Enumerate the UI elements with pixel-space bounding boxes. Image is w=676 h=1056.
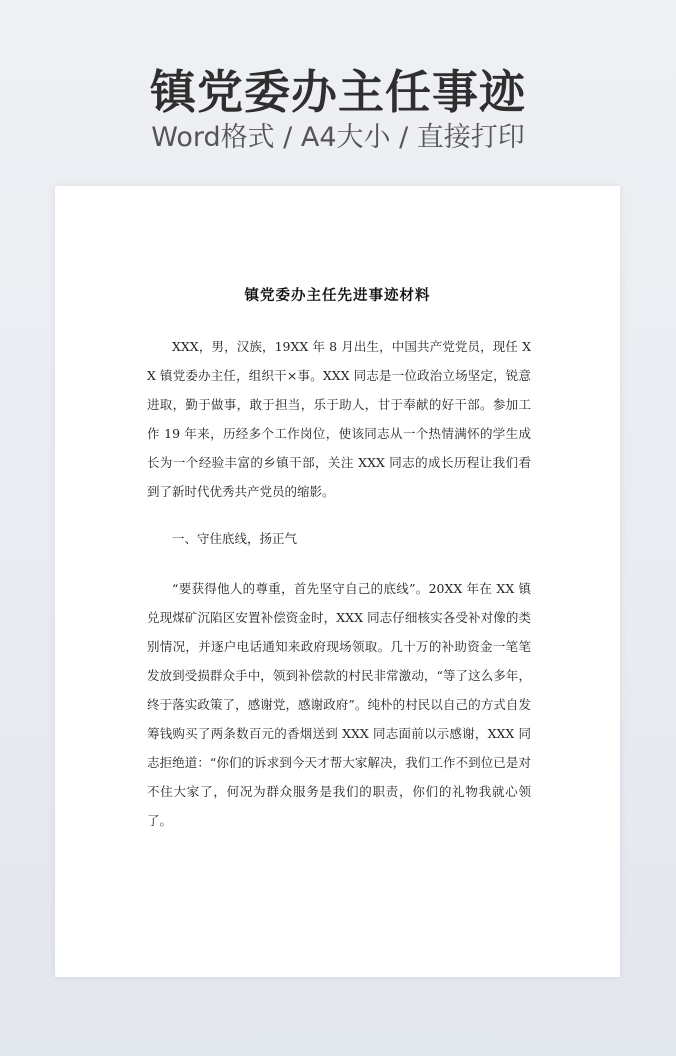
section-paragraph: “要获得他人的尊重，首先坚守自己的底线”。20XX 年在 XX 镇兑现煤矿沉陷区安置补偿资金时，XXX 同志仔细核实各受补对像的类别情况，并逐户电话通知来政府现场领取。几十万的补助资金一笔笔发放到受损群众手中，领到补偿款的村民非常激动，“等了这么多年，终于落实政策了，感谢党，感谢政府”。纯朴的村民以自己的方式自发筹钱购买了两条数百元的香烟送到 XXX 同志面前以示感谢，XXX 同志拒绝道：“你们的诉求到今天才帮大家解决，我们工作不到位已是对不住大家了，何况为群众服务是我们的职责，你们的礼物我就心领了。 — [147, 581, 531, 828]
document-page — [55, 186, 620, 977]
section-heading: 一、守住底线，扬正气 — [172, 531, 298, 546]
intro-paragraph: XXX，男，汉族，19XX 年 8 月出生，中国共产党党员，现任 XX 镇党委办主任，组织干×事。XXX 同志是一位政治立场坚定，锐意进取，勤于做事，敢于担当，乐于助人，甘于奉献的好干部。参加工作 19 年来，历经多个工作岗位，使该同志从一个热情满怀的学生成长为一个经验丰富的乡镇干部，关注 XXX 同志的成长历程让我们看到了新时代优秀共产党员的缩影。 — [147, 339, 531, 499]
main-title: 镇党委办主任事迹 — [150, 65, 526, 119]
format-subtitle: Word格式 / A4大小 / 直接打印 — [151, 122, 525, 153]
document-title: 镇党委办主任先进事迹材料 — [244, 287, 431, 304]
page-header — [0, 0, 676, 180]
